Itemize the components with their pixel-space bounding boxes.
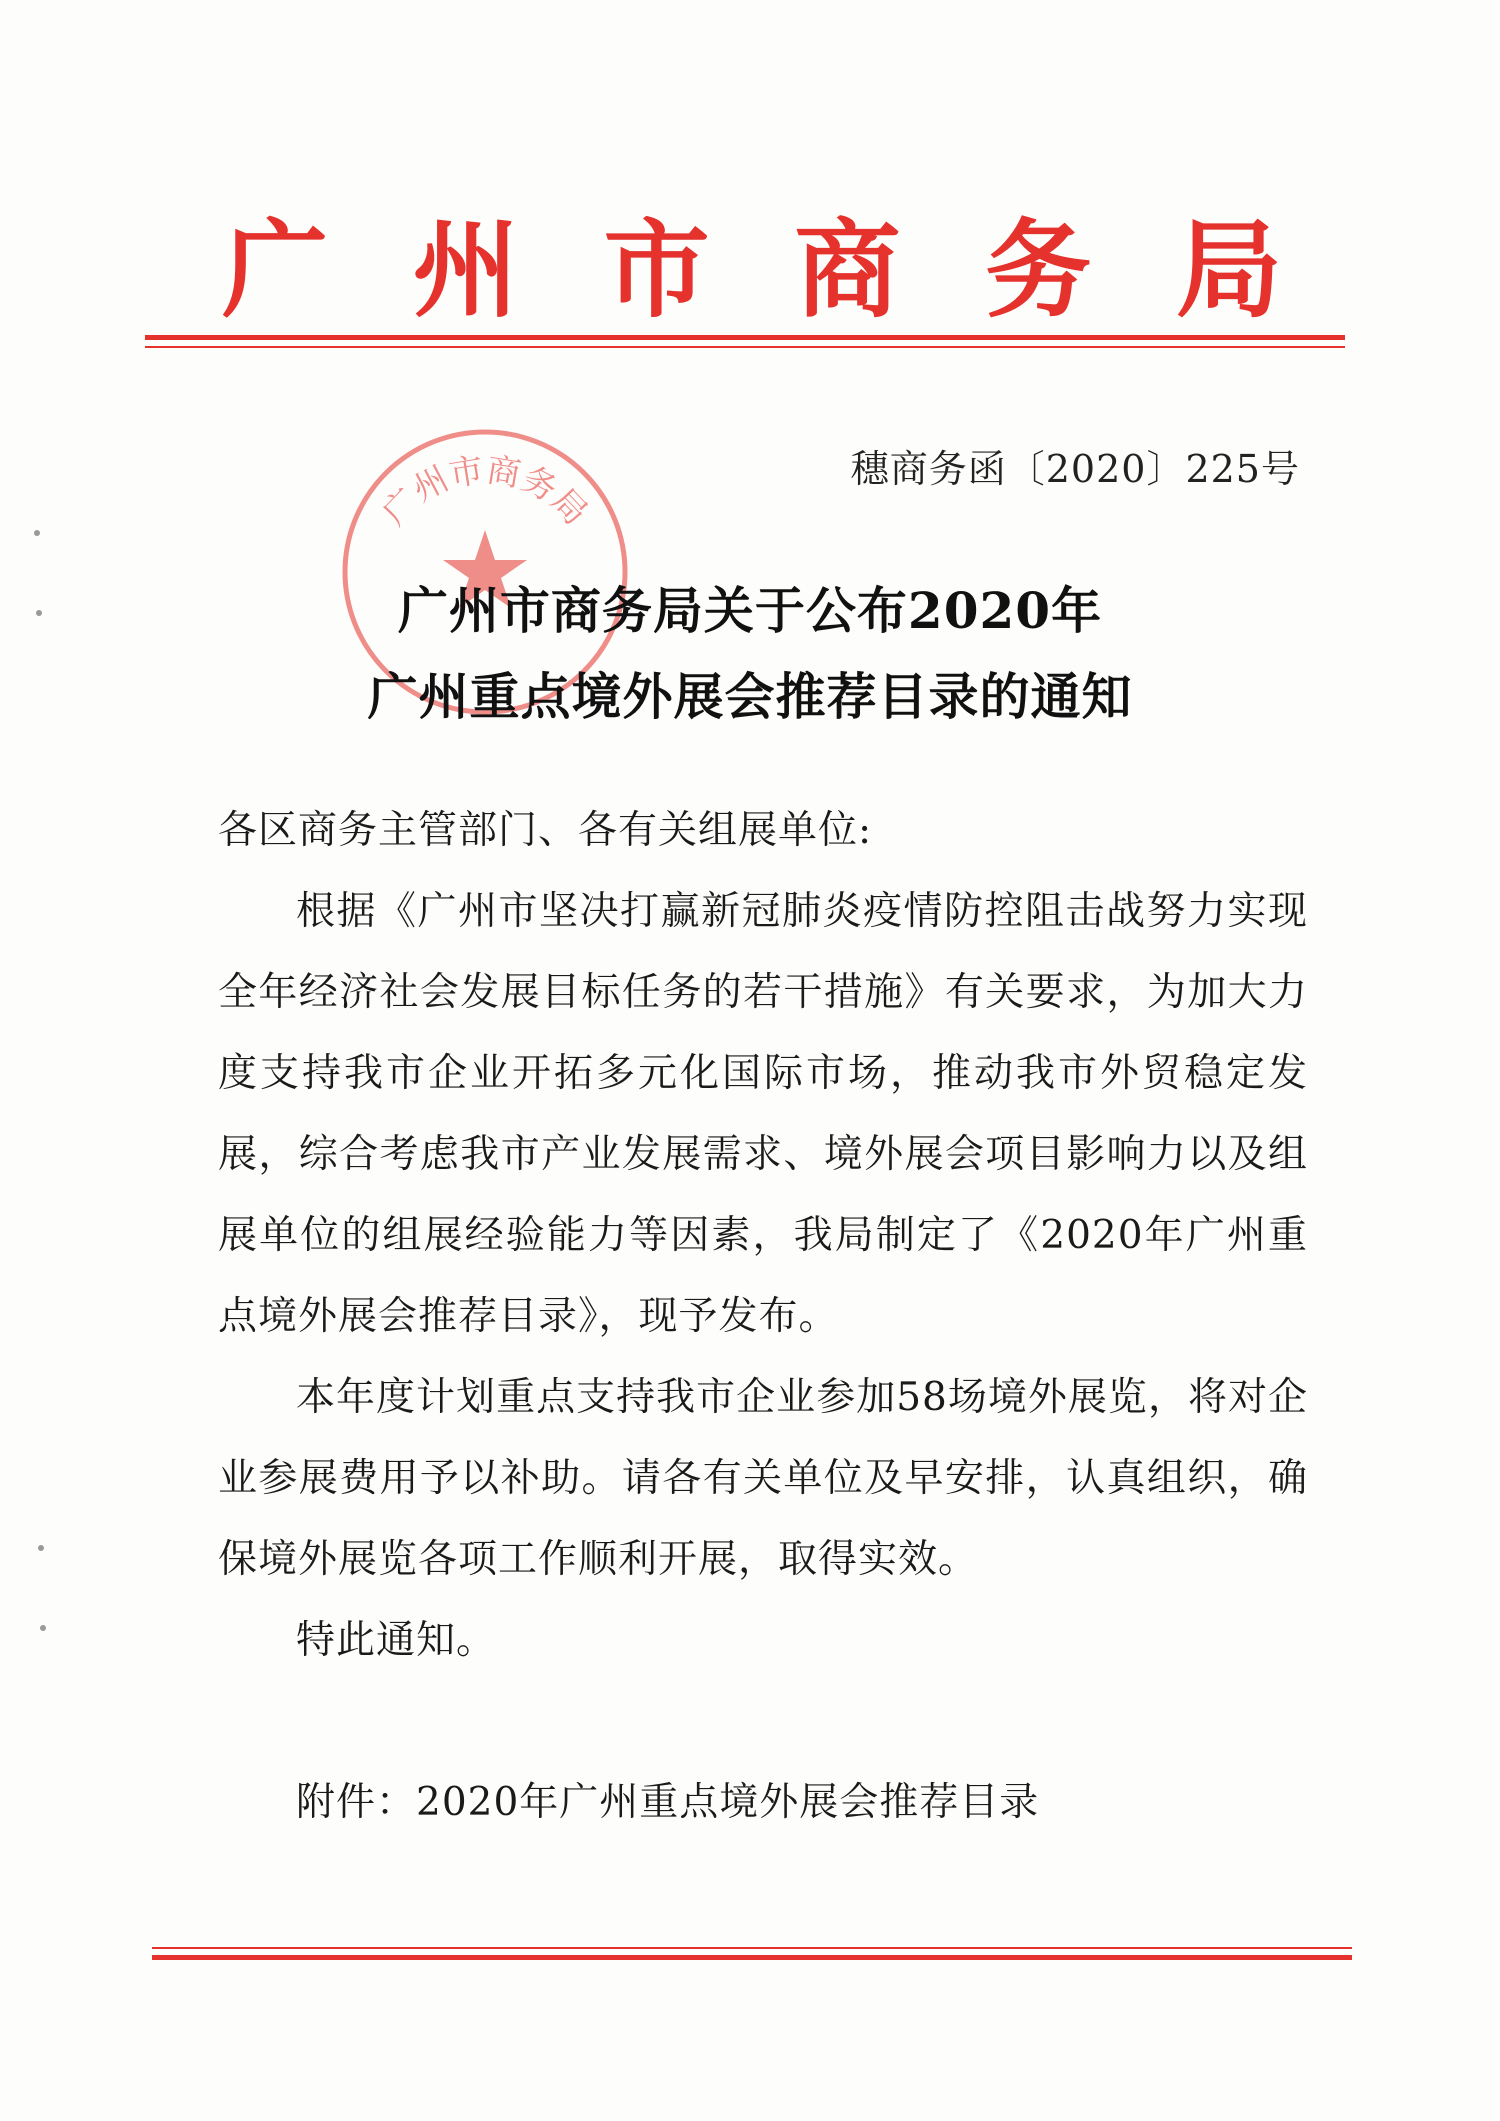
agency-header — [222, 200, 1282, 340]
document-number: 穗商务函〔2020〕225号 — [850, 447, 1300, 491]
header-char: 市 — [603, 207, 710, 332]
header-char: 广 — [222, 207, 328, 332]
scan-speck — [38, 1545, 44, 1551]
header-char: 务 — [985, 207, 1092, 332]
header-char: 商 — [794, 207, 901, 332]
attachment-line: 附件：2020年广州重点境外展会推荐目录 — [296, 1780, 1040, 1825]
salutation: 各区商务主管部门、各有关组展单位: — [218, 808, 873, 853]
paragraph: 根据《广州市坚决打赢新冠肺炎疫情防控阻击战努力实现全年经济社会发展目标任务的若干措施》有关要求，为加大力度支持我市企业开拓多元化国际市场，推动我市外贸稳定发展，综合考虑我市产业发展需求、境外展会项目影响力以及组展单位的组展经验能力等因素，我局制定了《2020年广州重点境外展会推荐目录》，现予发布。 — [218, 889, 1308, 1339]
header-char: 局 — [1175, 207, 1282, 332]
scan-speck — [40, 1625, 46, 1631]
title-line-1: 广州市商务局关于公布2020年 — [397, 581, 1103, 640]
notice-body — [218, 790, 1308, 1843]
notice-title — [0, 568, 1500, 740]
scan-speck — [36, 610, 42, 616]
footer-rule-thick — [152, 1955, 1352, 1960]
footer-rule-thin — [152, 1947, 1352, 1949]
header-rule-thick — [145, 335, 1345, 340]
seal-text: 广州市商务局 — [374, 450, 596, 534]
header-char: 州 — [412, 207, 519, 332]
paragraph: 本年度计划重点支持我市企业参加58场境外展览，将对企业参展费用予以补助。请各有关单位及早安排，认真组织，确保境外展览各项工作顺利开展，取得实效。 — [218, 1375, 1308, 1582]
closing: 特此通知。 — [296, 1618, 497, 1663]
title-line-2: 广州重点境外展会推荐目录的通知 — [367, 667, 1133, 726]
header-rule-thin — [145, 346, 1345, 348]
svg-text:广州市商务局 — [375, 450, 596, 533]
scan-speck — [34, 530, 40, 536]
